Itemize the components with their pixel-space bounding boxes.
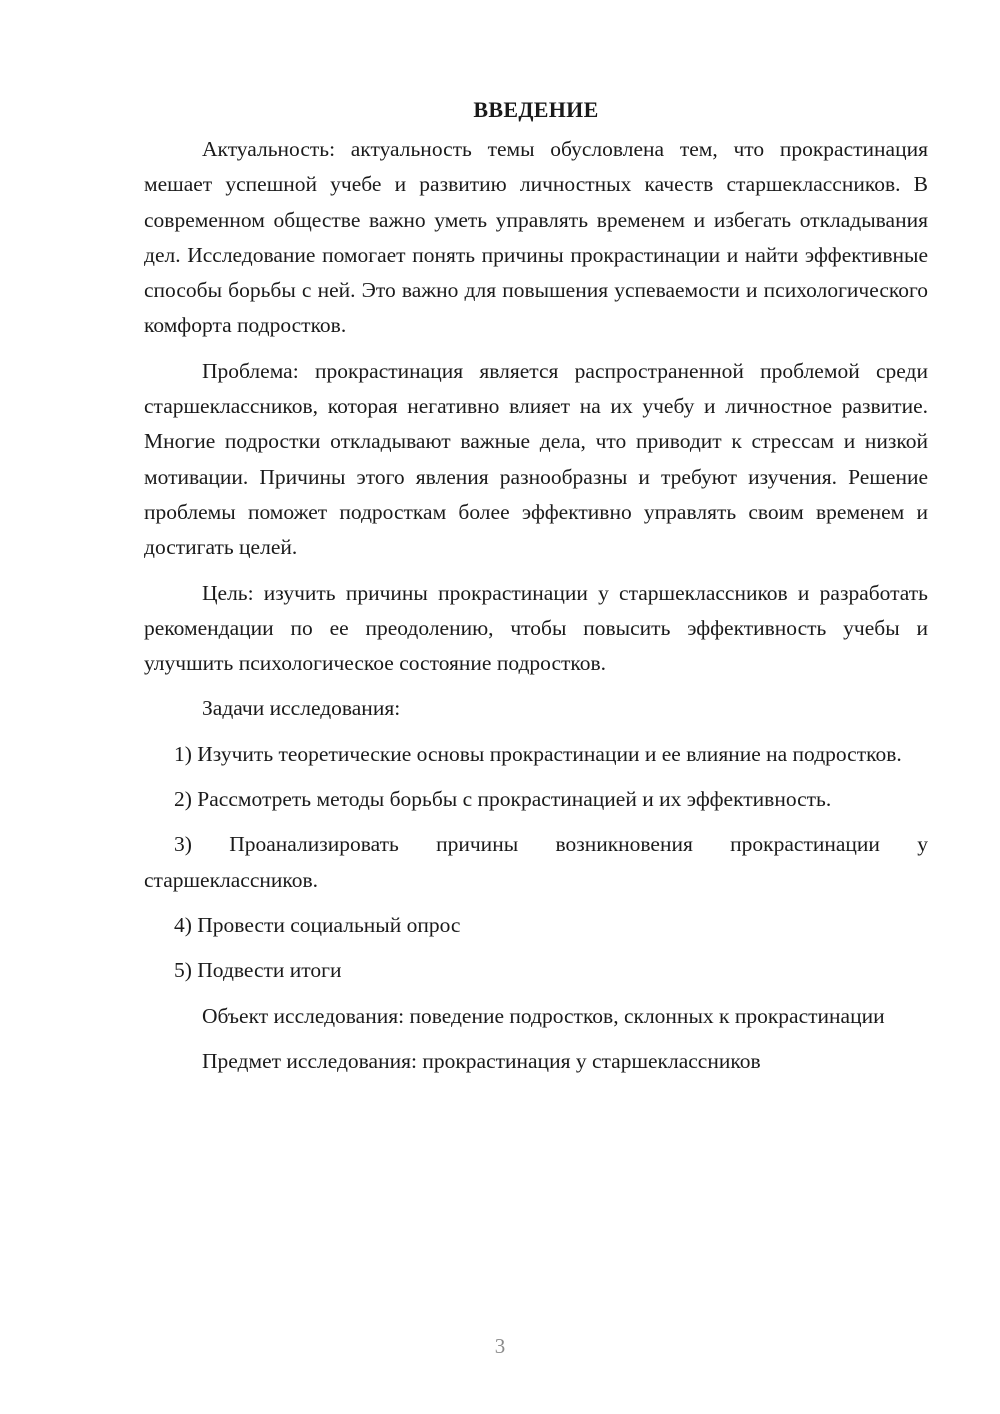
page-number: 3 <box>494 1334 506 1358</box>
subject-paragraph: Предмет исследования: прокрастинация у старшеклассников <box>202 1048 761 1073</box>
relevance-paragraph: Актуальность: актуальность темы обусловлена тем, что прокрастинация мешает успешной учебе и развитию личностных качеств старшеклассников. В современном обществе важно уметь управлять временем и избегать откладывания дел. Исследование помогает понять причины прокрастинации и найти эффективные способы борьбы с ней. Это важно для повышения успеваемости и психологического комфорта подростков. <box>144 137 928 338</box>
task-item-1: 1) Изучить теоретические основы прокрастинации и ее влияние на подростков. <box>174 741 902 766</box>
task-item-5: 5) Подвести итоги <box>174 958 342 983</box>
page-title: ВВЕДЕНИЕ <box>473 97 599 122</box>
task-item-3: 3) Проанализировать причины возникновения прокрастинации у старшеклассников. <box>144 832 928 892</box>
task-item-4: 4) Провести социальный опрос <box>174 912 461 937</box>
problem-paragraph: Проблема: прокрастинация является распространенной проблемой среди старшеклассников, которая негативно влияет на их учебу и личностное развитие. Многие подростки откладывают важные дела, что приводит к стрессам и низкой мотивации. Причины этого явления разнообразны и требуют изучения. Решение проблемы поможет подросткам более эффективно управлять своим временем и достигать целей. <box>144 358 928 560</box>
goal-paragraph: Цель: изучить причины прокрастинации у старшеклассников и разработать рекомендации по ее преодолению, чтобы повысить эффективность учебы и улучшить психологическое состояние подростков. <box>144 580 928 676</box>
document-page <box>144 92 928 1079</box>
object-paragraph: Объект исследования: поведение подростков, склонных к прокрастинации <box>202 1003 885 1028</box>
tasks-heading: Задачи исследования: <box>202 696 401 721</box>
task-item-2: 2) Рассмотреть методы борьбы с прокрастинацией и их эффективность. <box>174 787 832 812</box>
